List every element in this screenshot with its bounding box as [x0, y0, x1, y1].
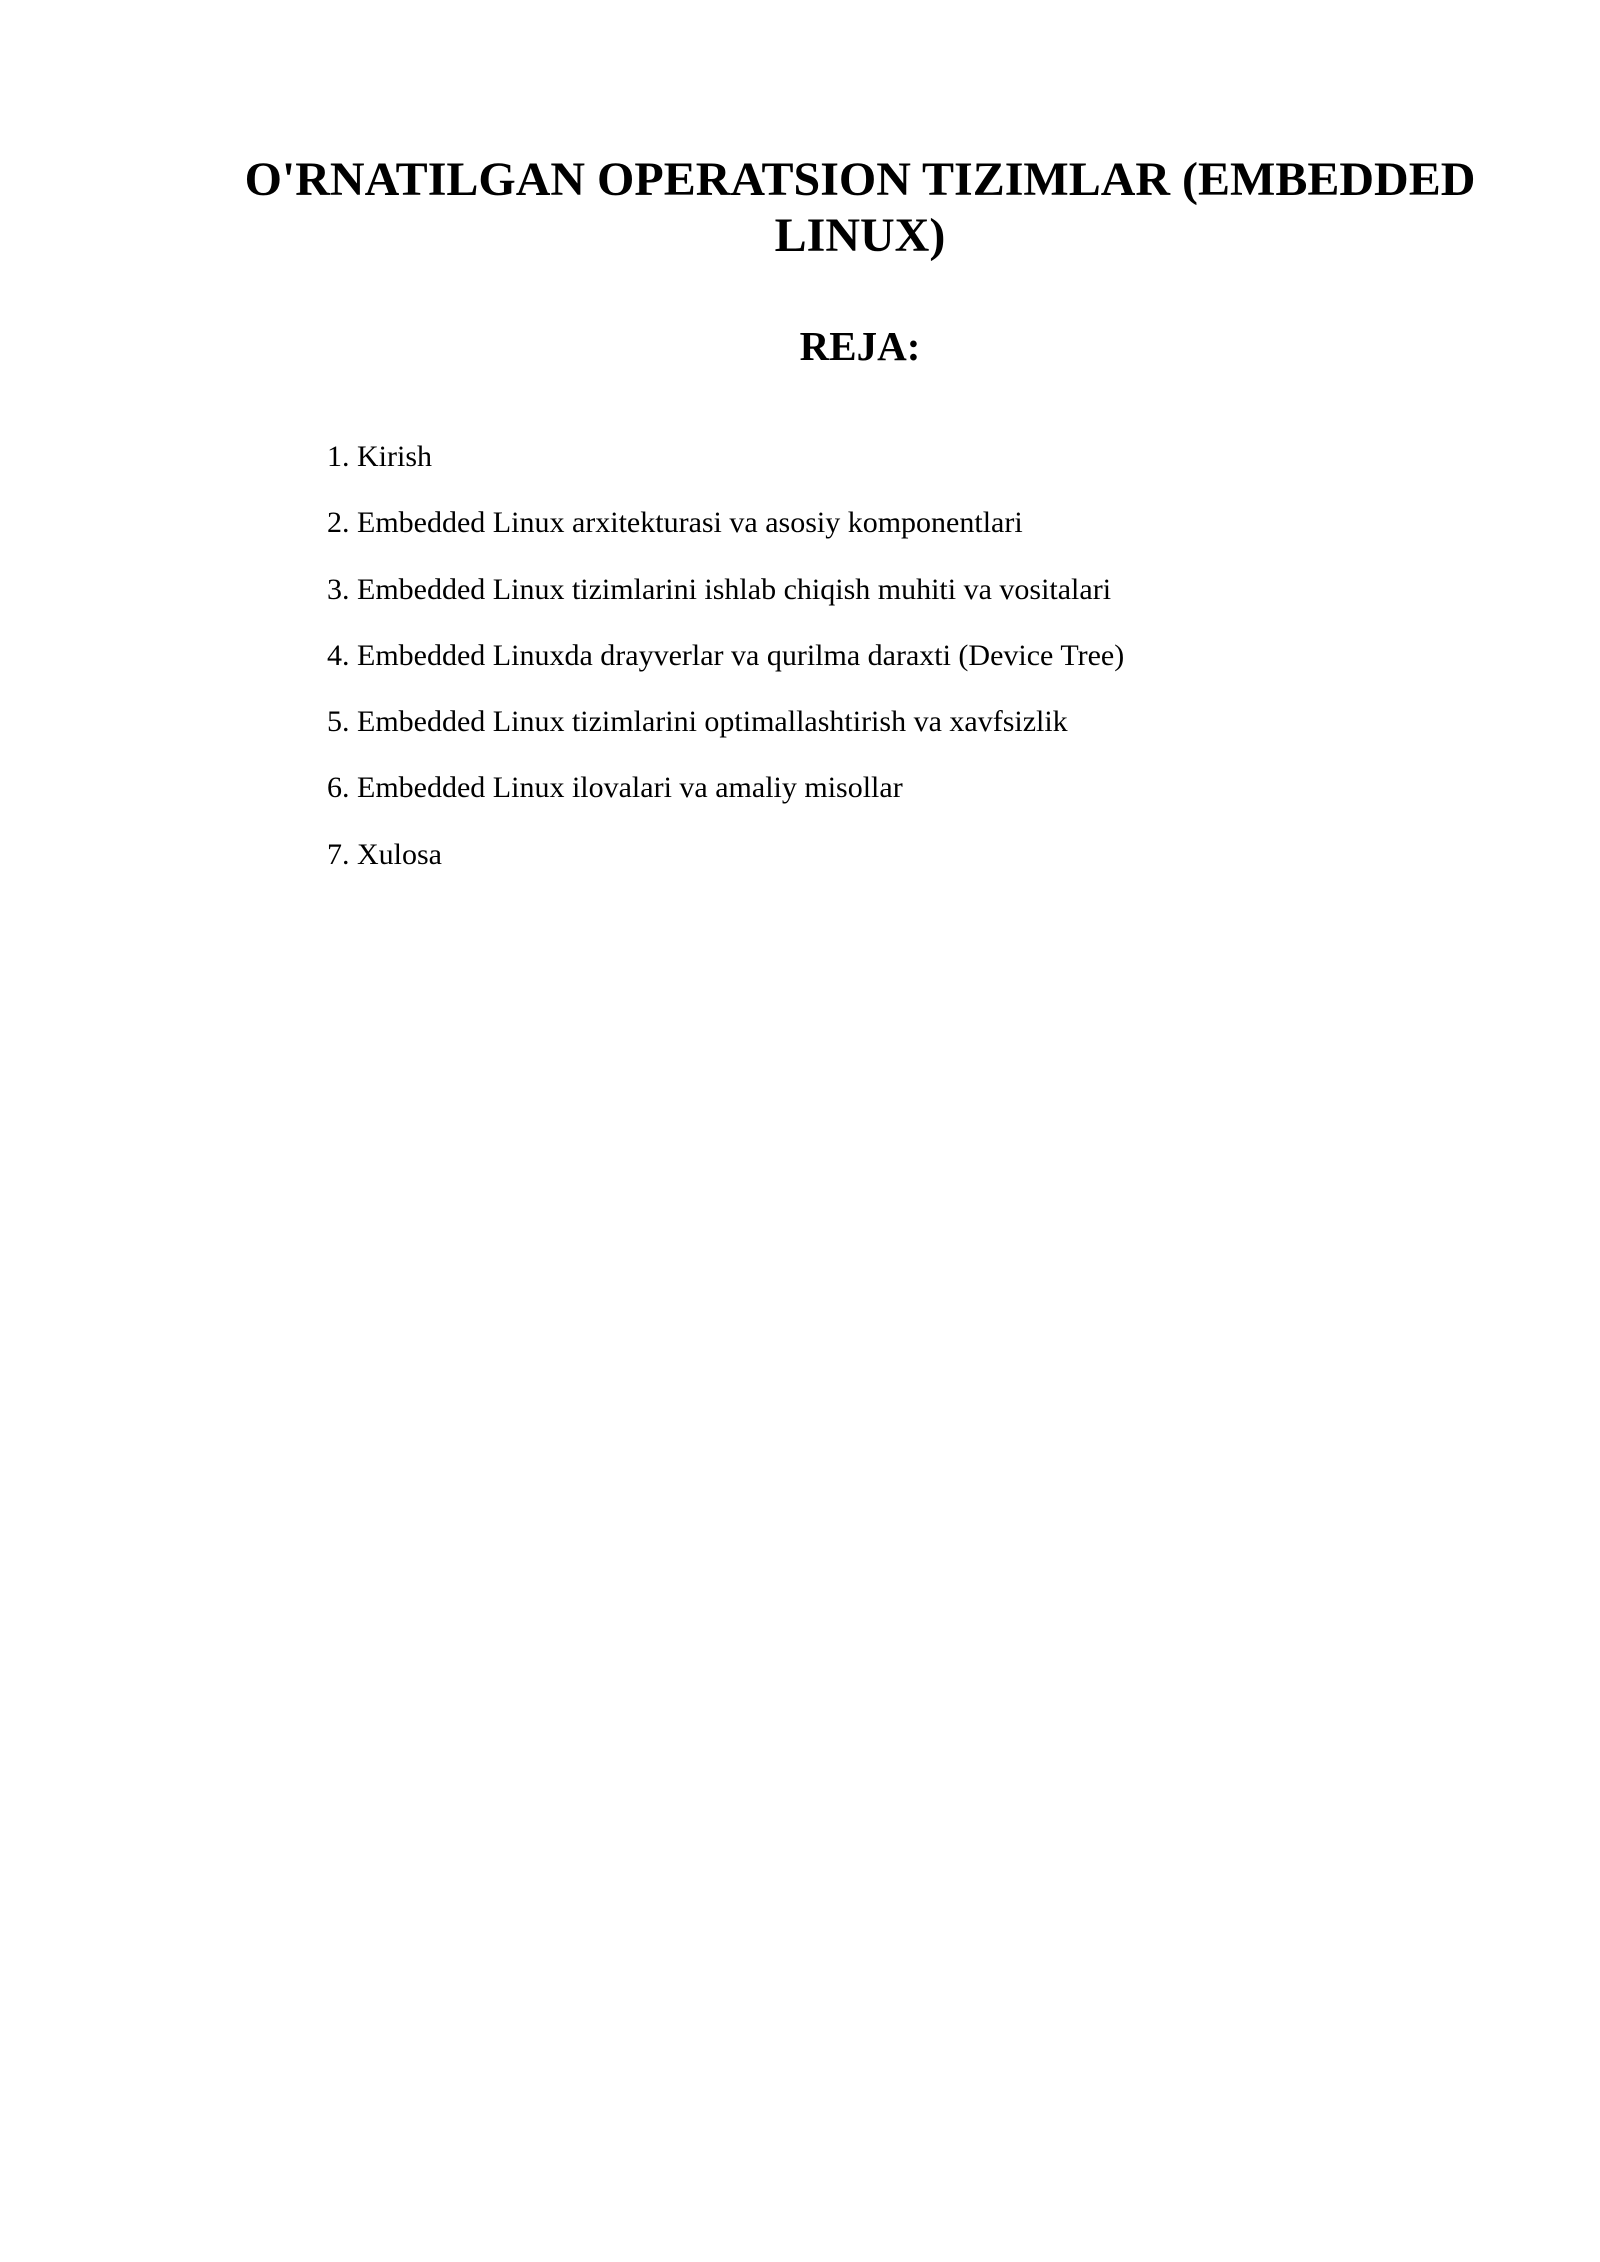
- plan-item: 5. Embedded Linux tizimlarini optimallashtirish va xavfsizlik: [327, 705, 1068, 739]
- plan-heading: REJA:: [799, 323, 921, 369]
- plan-item: 2. Embedded Linux arxitekturasi va asosiy komponentlari: [327, 506, 1023, 540]
- plan-item: 7. Xulosa: [327, 837, 442, 871]
- plan-item: 1. Kirish: [327, 440, 432, 473]
- plan-item: 4. Embedded Linuxda drayverlar va qurilma daraxti (Device Tree): [327, 638, 1125, 672]
- document-title: O'RNATILGAN OPERATSION TIZIMLAR (EMBEDDED LINUX): [244, 153, 1476, 262]
- plan-item: 6. Embedded Linux ilovalari va amaliy misollar: [327, 771, 903, 805]
- plan-item: 3. Embedded Linux tizimlarini ishlab chiqish muhiti va vositalari: [327, 572, 1112, 606]
- plan-list: [327, 424, 1124, 888]
